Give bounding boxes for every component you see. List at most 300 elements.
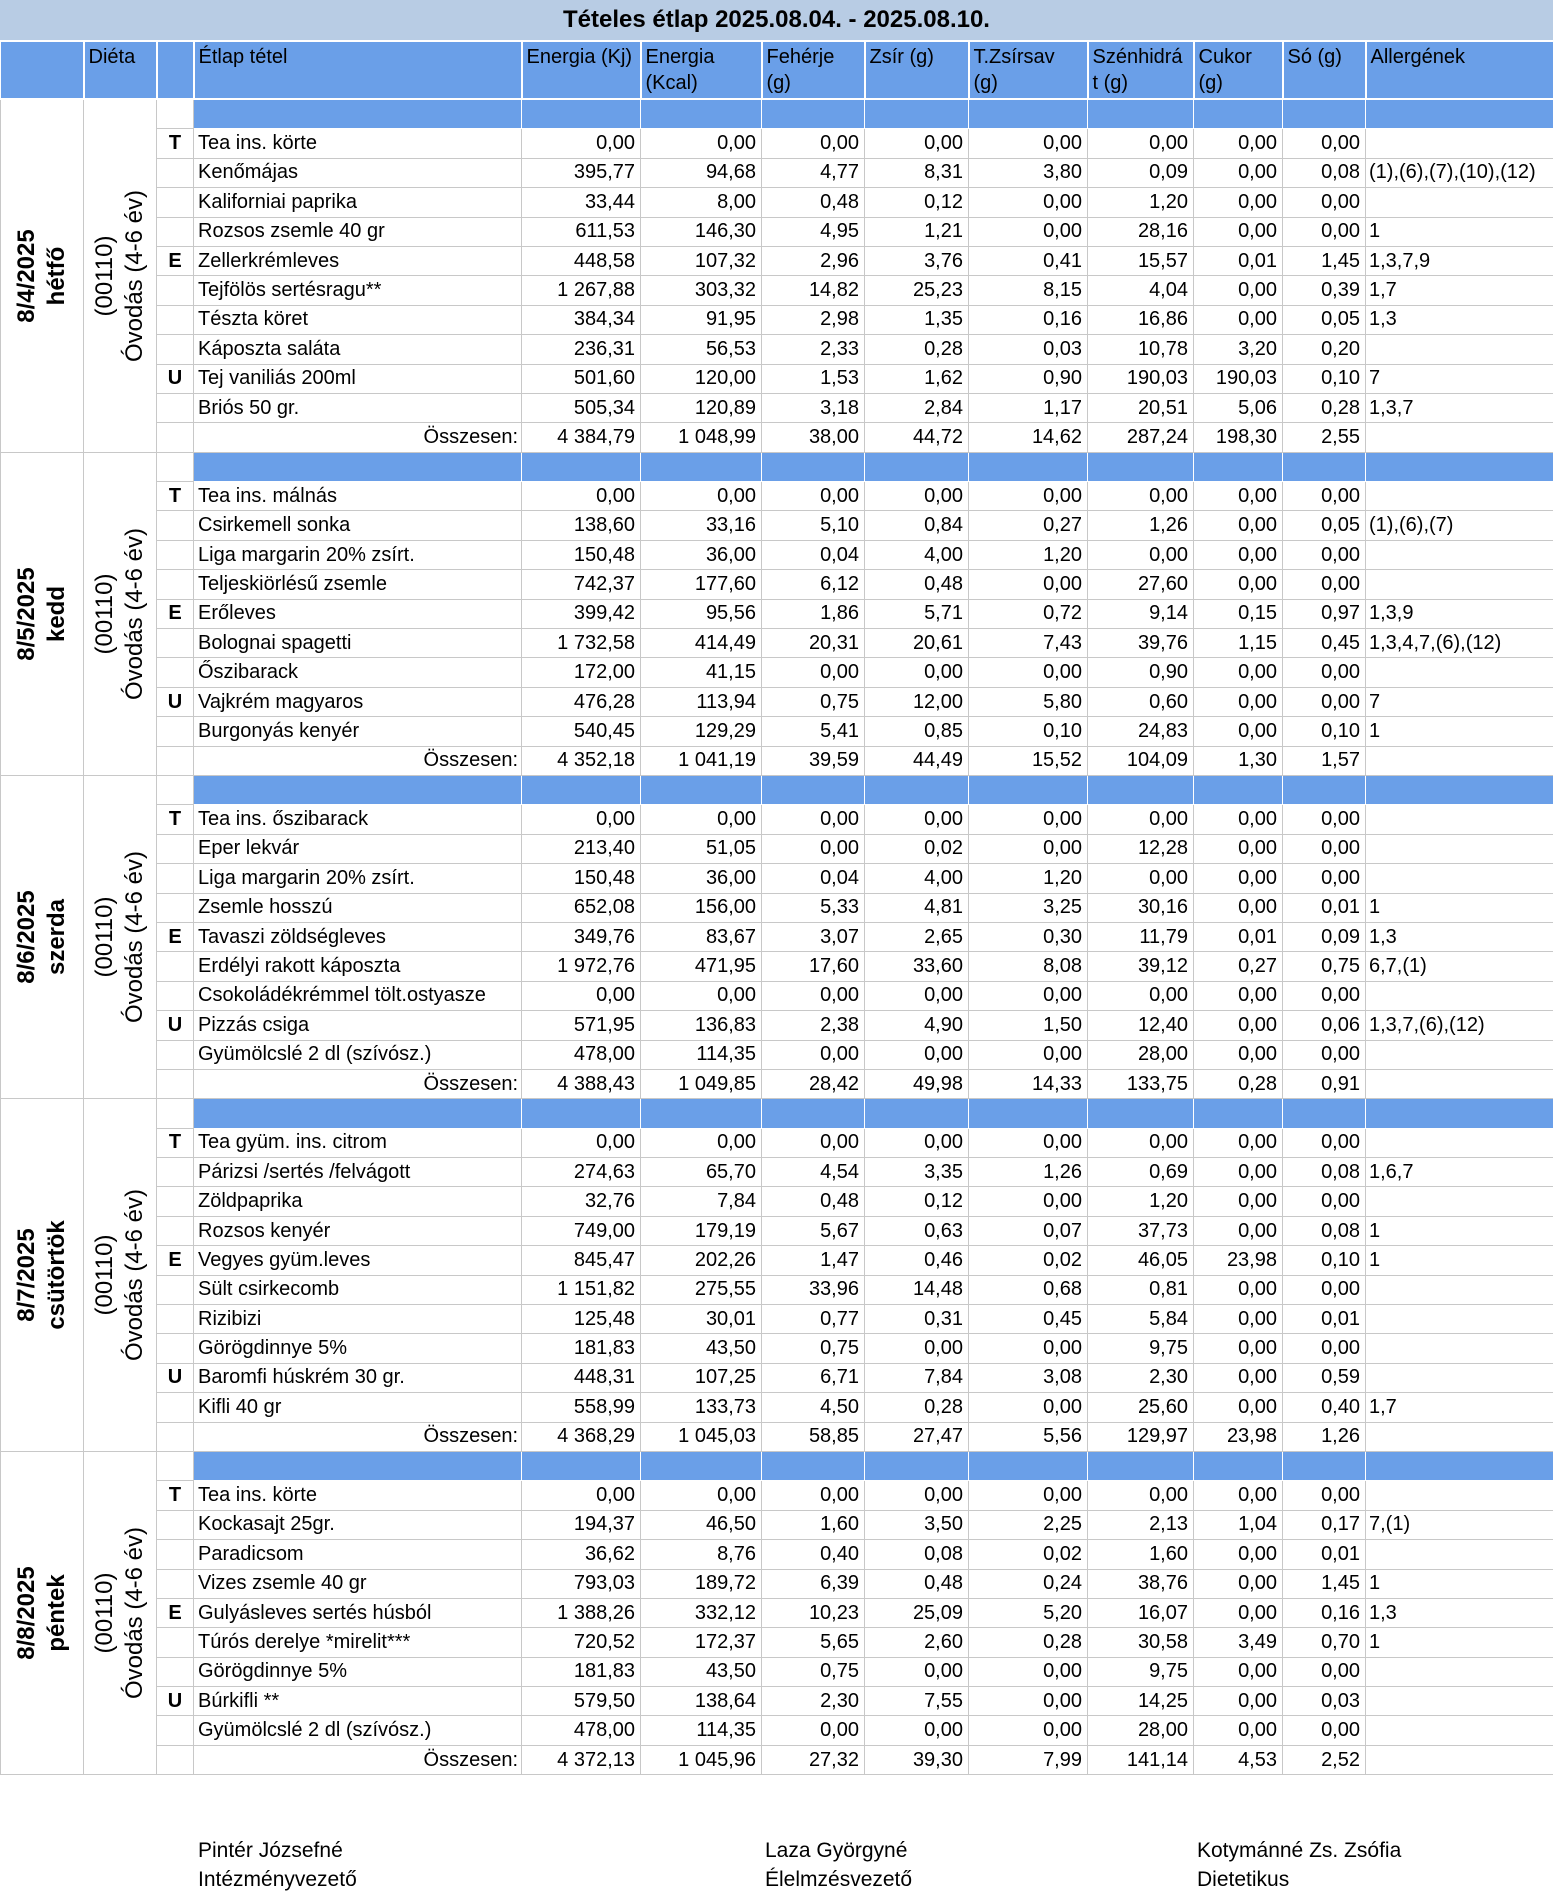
value-zsir: 12,00: [865, 687, 969, 716]
value-zsir: 0,85: [865, 717, 969, 746]
value-energia-kj: 611,53: [522, 217, 641, 246]
value-tzsirsav: 0,00: [969, 1657, 1088, 1686]
item-name: Baromfi húskrém 30 gr.: [194, 1363, 522, 1392]
value-tzsirsav: 0,03: [969, 335, 1088, 364]
day-weekday: kedd: [43, 585, 70, 642]
menu-item-row: [1, 1628, 1553, 1657]
meal-code: [157, 864, 194, 893]
value-feherje: 33,96: [762, 1275, 865, 1304]
item-allergens: [1366, 1540, 1553, 1569]
spacer-band: [1194, 1099, 1283, 1128]
diet-name: Óvodás (4-6 év): [121, 1189, 148, 1362]
menu-item-row: [1, 1011, 1553, 1040]
value-feherje: 0,75: [762, 1657, 865, 1686]
value-tzsirsav: 1,20: [969, 864, 1088, 893]
item-name: Paradicsom: [194, 1540, 522, 1569]
spacer-band: [641, 1099, 762, 1128]
meal-code: [157, 188, 194, 217]
value-szenhidrat: 1,60: [1088, 1540, 1194, 1569]
day-date-label: [12, 890, 72, 983]
item-name: Tej vaniliás 200ml: [194, 364, 522, 393]
value-zsir: 2,84: [865, 393, 969, 422]
item-allergens: 1,3: [1366, 1598, 1553, 1627]
meal-code: [157, 1040, 194, 1069]
value-energia-kcal: 120,89: [641, 393, 762, 422]
value-zsir: 0,84: [865, 511, 969, 540]
value-feherje: 0,77: [762, 1305, 865, 1334]
value-so: 0,39: [1283, 276, 1366, 305]
value-szenhidrat: 0,00: [1088, 981, 1194, 1010]
value-feherje: 0,00: [762, 1040, 865, 1069]
value-zsir: 0,00: [865, 1657, 969, 1686]
total-energia-kj: 4 384,79: [522, 423, 641, 452]
value-cukor: 0,00: [1194, 1716, 1283, 1745]
item-allergens: [1366, 1275, 1553, 1304]
value-cukor: 0,00: [1194, 305, 1283, 334]
value-tzsirsav: 0,24: [969, 1569, 1088, 1598]
item-allergens: 7,(1): [1366, 1510, 1553, 1539]
value-so: 0,45: [1283, 629, 1366, 658]
value-feherje: 0,00: [762, 805, 865, 834]
value-zsir: 0,00: [865, 1481, 969, 1510]
value-cukor: 0,00: [1194, 1128, 1283, 1157]
header-row: [1, 42, 1553, 99]
value-zsir: 3,35: [865, 1158, 969, 1187]
total-cukor: 4,53: [1194, 1745, 1283, 1774]
value-energia-kcal: 120,00: [641, 364, 762, 393]
value-feherje: 0,00: [762, 658, 865, 687]
value-cukor: 0,00: [1194, 687, 1283, 716]
menu-item-row: [1, 834, 1553, 863]
spacer-band: [1194, 1451, 1283, 1480]
value-szenhidrat: 38,76: [1088, 1569, 1194, 1598]
item-allergens: 1,7: [1366, 1393, 1553, 1422]
value-tzsirsav: 0,45: [969, 1305, 1088, 1334]
value-energia-kcal: 114,35: [641, 1716, 762, 1745]
total-szenhidrat: 129,97: [1088, 1422, 1194, 1451]
day-date: 8/8/2025: [13, 1566, 40, 1660]
value-energia-kj: 448,58: [522, 246, 641, 275]
total-feherje: 27,32: [762, 1745, 865, 1774]
value-energia-kj: 150,48: [522, 540, 641, 569]
value-cukor: 0,00: [1194, 1216, 1283, 1245]
value-feherje: 0,00: [762, 981, 865, 1010]
value-energia-kj: 478,00: [522, 1716, 641, 1745]
value-energia-kcal: 107,25: [641, 1363, 762, 1392]
value-feherje: 0,00: [762, 834, 865, 863]
item-name: Eper lekvár: [194, 834, 522, 863]
spacer-band: [865, 452, 969, 481]
meal-code: [157, 717, 194, 746]
value-so: 0,00: [1283, 188, 1366, 217]
value-szenhidrat: 37,73: [1088, 1216, 1194, 1245]
value-so: 0,00: [1283, 658, 1366, 687]
day-diet-label: [90, 1189, 150, 1361]
value-cukor: 0,00: [1194, 1687, 1283, 1716]
item-allergens: [1366, 658, 1553, 687]
total-cukor: 23,98: [1194, 1422, 1283, 1451]
item-allergens: [1366, 1334, 1553, 1363]
value-feherje: 2,30: [762, 1687, 865, 1716]
value-tzsirsav: 1,50: [969, 1011, 1088, 1040]
day-date-cell: [1, 775, 84, 1098]
value-energia-kj: 540,45: [522, 717, 641, 746]
meal-code: E: [157, 922, 194, 951]
meal-code: [157, 1275, 194, 1304]
value-energia-kj: 213,40: [522, 834, 641, 863]
value-zsir: 14,48: [865, 1275, 969, 1304]
meal-code: T: [157, 805, 194, 834]
menu-item-row: [1, 335, 1553, 364]
value-feherje: 0,04: [762, 864, 865, 893]
menu-item-row: [1, 217, 1553, 246]
menu-table: [0, 42, 1553, 1775]
value-energia-kcal: 0,00: [641, 129, 762, 158]
menu-item-row: [1, 922, 1553, 951]
value-szenhidrat: 1,26: [1088, 511, 1194, 540]
value-cukor: 0,00: [1194, 482, 1283, 511]
signature-name: Pintér Józsefné: [198, 1839, 343, 1862]
item-name: Burgonyás kenyér: [194, 717, 522, 746]
value-energia-kj: 476,28: [522, 687, 641, 716]
total-szenhidrat: 133,75: [1088, 1069, 1194, 1098]
menu-item-row: [1, 893, 1553, 922]
day-weekday: csütörtök: [43, 1220, 70, 1330]
value-szenhidrat: 30,58: [1088, 1628, 1194, 1657]
meal-code: T: [157, 129, 194, 158]
value-szenhidrat: 9,75: [1088, 1657, 1194, 1686]
header-zsir: Zsír (g): [865, 42, 969, 99]
value-energia-kcal: 303,32: [641, 276, 762, 305]
value-tzsirsav: 0,41: [969, 246, 1088, 275]
value-feherje: 3,18: [762, 393, 865, 422]
item-allergens: 1,3,7,(6),(12): [1366, 1011, 1553, 1040]
total-zsir: 49,98: [865, 1069, 969, 1098]
value-cukor: 0,00: [1194, 217, 1283, 246]
spacer-band: [522, 775, 641, 804]
header-szenhidrat: Szénhidrá t (g): [1088, 42, 1194, 99]
value-so: 0,05: [1283, 305, 1366, 334]
value-feherje: 0,00: [762, 1481, 865, 1510]
item-allergens: 7: [1366, 364, 1553, 393]
value-feherje: 20,31: [762, 629, 865, 658]
menu-item-row: [1, 864, 1553, 893]
total-feherje: 58,85: [762, 1422, 865, 1451]
menu-item-row: [1, 1540, 1553, 1569]
total-cukor: 198,30: [1194, 423, 1283, 452]
value-tzsirsav: 0,00: [969, 981, 1088, 1010]
value-tzsirsav: 0,02: [969, 1540, 1088, 1569]
value-energia-kcal: 36,00: [641, 864, 762, 893]
meal-code: E: [157, 599, 194, 628]
item-allergens: 1: [1366, 1628, 1553, 1657]
value-energia-kj: 793,03: [522, 1569, 641, 1598]
day-diet-label: [90, 1527, 150, 1699]
value-so: 0,08: [1283, 1158, 1366, 1187]
value-tzsirsav: 0,00: [969, 1716, 1088, 1745]
value-szenhidrat: 11,79: [1088, 922, 1194, 951]
item-allergens: 1,3,9: [1366, 599, 1553, 628]
value-energia-kcal: 146,30: [641, 217, 762, 246]
value-energia-kj: 150,48: [522, 864, 641, 893]
spacer-band: [762, 99, 865, 129]
day-date-cell: [1, 1451, 84, 1774]
value-zsir: 0,12: [865, 188, 969, 217]
value-energia-kj: 194,37: [522, 1510, 641, 1539]
value-szenhidrat: 2,30: [1088, 1363, 1194, 1392]
value-feherje: 6,12: [762, 570, 865, 599]
day-diet-label: [90, 190, 150, 362]
menu-item-row: [1, 658, 1553, 687]
total-tzsirsav: 14,33: [969, 1069, 1088, 1098]
value-tzsirsav: 0,00: [969, 1040, 1088, 1069]
value-energia-kj: 749,00: [522, 1216, 641, 1245]
total-feherje: 28,42: [762, 1069, 865, 1098]
item-allergens: [1366, 1657, 1553, 1686]
item-allergens: [1366, 1128, 1553, 1157]
spacer-band: [641, 1451, 762, 1480]
value-feherje: 2,96: [762, 246, 865, 275]
value-cukor: 0,00: [1194, 1158, 1283, 1187]
item-name: Vizes zsemle 40 gr: [194, 1569, 522, 1598]
signature-role: Élelmzésvezető: [765, 1868, 913, 1891]
total-so: 1,57: [1283, 746, 1366, 775]
item-name: Kaliforniai paprika: [194, 188, 522, 217]
value-energia-kj: 478,00: [522, 1040, 641, 1069]
value-energia-kcal: 7,84: [641, 1187, 762, 1216]
meal-code: [157, 629, 194, 658]
value-cukor: 0,00: [1194, 893, 1283, 922]
value-energia-kcal: 94,68: [641, 158, 762, 187]
menu-item-row: [1, 1481, 1553, 1510]
meal-code: [157, 1657, 194, 1686]
value-zsir: 2,65: [865, 922, 969, 951]
spacer-band: [522, 99, 641, 129]
item-allergens: [1366, 1716, 1553, 1745]
day-total-row: [1, 423, 1553, 452]
value-energia-kcal: 8,76: [641, 1540, 762, 1569]
value-cukor: 0,00: [1194, 1481, 1283, 1510]
day-diet-label: [90, 851, 150, 1023]
menu-item-row: [1, 482, 1553, 511]
value-szenhidrat: 9,14: [1088, 599, 1194, 628]
value-energia-kj: 558,99: [522, 1393, 641, 1422]
spacer-band: [762, 775, 865, 804]
value-cukor: 3,49: [1194, 1628, 1283, 1657]
total-blank: [157, 746, 194, 775]
spacer-blank: [157, 1099, 194, 1128]
spacer-band: [1283, 1451, 1366, 1480]
value-energia-kcal: 30,01: [641, 1305, 762, 1334]
value-szenhidrat: 24,83: [1088, 717, 1194, 746]
total-energia-kj: 4 372,13: [522, 1745, 641, 1774]
value-cukor: 0,00: [1194, 981, 1283, 1010]
value-tzsirsav: 0,00: [969, 1187, 1088, 1216]
value-szenhidrat: 0,00: [1088, 1128, 1194, 1157]
value-szenhidrat: 10,78: [1088, 335, 1194, 364]
diet-name: Óvodás (4-6 év): [121, 1527, 148, 1700]
value-energia-kcal: 107,32: [641, 246, 762, 275]
item-name: Túrós derelye *mirelit***: [194, 1628, 522, 1657]
diet-code: (00110): [91, 896, 118, 978]
item-allergens: 1: [1366, 893, 1553, 922]
day-weekday: hétfő: [43, 246, 70, 306]
value-so: 0,00: [1283, 482, 1366, 511]
value-zsir: 0,00: [865, 1334, 969, 1363]
value-cukor: 0,00: [1194, 1657, 1283, 1686]
value-energia-kj: 0,00: [522, 129, 641, 158]
value-cukor: 190,03: [1194, 364, 1283, 393]
value-energia-kcal: 414,49: [641, 629, 762, 658]
signature-name: Kotymánné Zs. Zsófia: [1197, 1839, 1402, 1862]
signature-block: [765, 1836, 912, 1894]
item-allergens: 7: [1366, 687, 1553, 716]
value-tzsirsav: 0,00: [969, 482, 1088, 511]
menu-item-row: [1, 540, 1553, 569]
spacer-band: [1088, 452, 1194, 481]
value-zsir: 7,55: [865, 1687, 969, 1716]
item-name: Párizsi /sertés /felvágott: [194, 1158, 522, 1187]
value-so: 1,45: [1283, 246, 1366, 275]
total-energia-kcal: 1 048,99: [641, 423, 762, 452]
value-feherje: 0,00: [762, 1128, 865, 1157]
item-name: Csokoládékrémmel tölt.ostyasze: [194, 981, 522, 1010]
value-szenhidrat: 25,60: [1088, 1393, 1194, 1422]
value-energia-kj: 138,60: [522, 511, 641, 540]
value-energia-kcal: 43,50: [641, 1657, 762, 1686]
meal-code: [157, 1187, 194, 1216]
value-tzsirsav: 0,72: [969, 599, 1088, 628]
total-blank: [157, 1745, 194, 1774]
spacer-band: [1283, 452, 1366, 481]
value-zsir: 4,00: [865, 864, 969, 893]
value-tzsirsav: 0,10: [969, 717, 1088, 746]
value-tzsirsav: 8,08: [969, 952, 1088, 981]
day-date: 8/5/2025: [13, 567, 40, 661]
value-so: 0,00: [1283, 1716, 1366, 1745]
diet-code: (00110): [91, 1234, 118, 1316]
value-so: 0,28: [1283, 393, 1366, 422]
spacer-band: [1194, 99, 1283, 129]
signature-role: Dietetikus: [1197, 1868, 1290, 1891]
value-energia-kcal: 133,73: [641, 1393, 762, 1422]
value-energia-kj: 1 267,88: [522, 276, 641, 305]
day-date-label: [12, 1220, 72, 1329]
value-cukor: 1,04: [1194, 1510, 1283, 1539]
value-energia-kj: 501,60: [522, 364, 641, 393]
item-name: Erdélyi rakott káposzta: [194, 952, 522, 981]
item-allergens: [1366, 1305, 1553, 1334]
item-name: Gyümölcslé 2 dl (szívósz.): [194, 1716, 522, 1745]
total-szenhidrat: 104,09: [1088, 746, 1194, 775]
item-name: Tejfölös sertésragu**: [194, 276, 522, 305]
value-cukor: 0,00: [1194, 276, 1283, 305]
total-cukor: 1,30: [1194, 746, 1283, 775]
value-energia-kj: 579,50: [522, 1687, 641, 1716]
value-feherje: 5,67: [762, 1216, 865, 1245]
value-cukor: 0,00: [1194, 540, 1283, 569]
meal-code: [157, 276, 194, 305]
meal-code: [157, 335, 194, 364]
value-zsir: 4,00: [865, 540, 969, 569]
value-so: 0,00: [1283, 1275, 1366, 1304]
meal-code: [157, 217, 194, 246]
value-zsir: 3,76: [865, 246, 969, 275]
item-name: Vegyes gyüm.leves: [194, 1246, 522, 1275]
total-so: 2,55: [1283, 423, 1366, 452]
total-szenhidrat: 141,14: [1088, 1745, 1194, 1774]
total-label: Összesen:: [194, 1069, 522, 1098]
header-cukor: Cukor (g): [1194, 42, 1283, 99]
value-energia-kj: 32,76: [522, 1187, 641, 1216]
total-so: 1,26: [1283, 1422, 1366, 1451]
spacer-band: [641, 99, 762, 129]
value-tzsirsav: 0,02: [969, 1246, 1088, 1275]
item-name: Tea ins. körte: [194, 129, 522, 158]
value-energia-kj: 720,52: [522, 1628, 641, 1657]
value-so: 0,01: [1283, 1540, 1366, 1569]
spacer-band: [969, 1099, 1088, 1128]
total-allergens-blank: [1366, 1745, 1553, 1774]
value-cukor: 0,00: [1194, 864, 1283, 893]
value-energia-kcal: 46,50: [641, 1510, 762, 1539]
total-tzsirsav: 15,52: [969, 746, 1088, 775]
value-szenhidrat: 0,00: [1088, 864, 1194, 893]
value-zsir: 0,00: [865, 1716, 969, 1745]
value-so: 0,08: [1283, 158, 1366, 187]
menu-item-row: [1, 1187, 1553, 1216]
total-feherje: 39,59: [762, 746, 865, 775]
value-zsir: 0,00: [865, 805, 969, 834]
day-date-cell: [1, 452, 84, 775]
page-title: Tételes étlap 2025.08.04. - 2025.08.10.: [0, 0, 1553, 42]
day-date: 8/6/2025: [13, 890, 40, 984]
menu-item-row: [1, 158, 1553, 187]
value-feherje: 0,75: [762, 687, 865, 716]
value-tzsirsav: 0,90: [969, 364, 1088, 393]
value-so: 0,00: [1283, 217, 1366, 246]
value-energia-kcal: 275,55: [641, 1275, 762, 1304]
value-szenhidrat: 1,20: [1088, 188, 1194, 217]
header-blank: [1, 42, 84, 99]
value-energia-kj: 349,76: [522, 922, 641, 951]
value-szenhidrat: 0,00: [1088, 1481, 1194, 1510]
menu-item-row: [1, 1305, 1553, 1334]
value-szenhidrat: 9,75: [1088, 1334, 1194, 1363]
spacer-band: [969, 99, 1088, 129]
total-feherje: 38,00: [762, 423, 865, 452]
value-szenhidrat: 16,07: [1088, 1598, 1194, 1627]
value-szenhidrat: 0,00: [1088, 805, 1194, 834]
spacer-band: [1088, 99, 1194, 129]
menu-item-row: [1, 511, 1553, 540]
menu-item-row: [1, 276, 1553, 305]
total-so: 2,52: [1283, 1745, 1366, 1774]
value-energia-kcal: 138,64: [641, 1687, 762, 1716]
day-spacer-row: [1, 1451, 1553, 1480]
menu-item-row: [1, 1687, 1553, 1716]
value-zsir: 25,23: [865, 276, 969, 305]
value-energia-kj: 0,00: [522, 805, 641, 834]
value-tzsirsav: 0,00: [969, 570, 1088, 599]
menu-item-row: [1, 1657, 1553, 1686]
value-cukor: 0,00: [1194, 188, 1283, 217]
value-cukor: 0,00: [1194, 1569, 1283, 1598]
value-szenhidrat: 0,69: [1088, 1158, 1194, 1187]
spacer-band: [1194, 775, 1283, 804]
total-energia-kj: 4 368,29: [522, 1422, 641, 1451]
menu-item-row: [1, 1363, 1553, 1392]
